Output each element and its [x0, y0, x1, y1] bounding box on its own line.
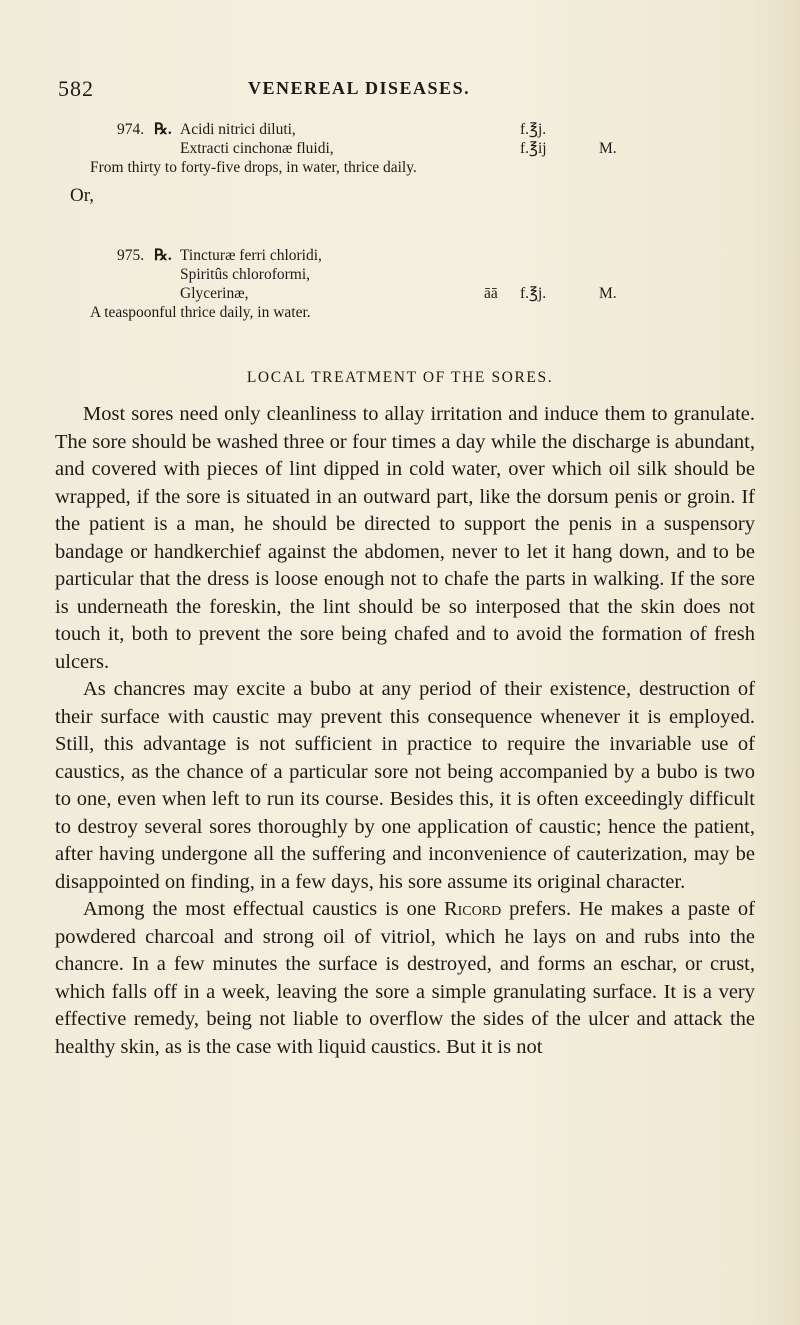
recipe-number: 975.	[117, 247, 145, 264]
recipe-974	[90, 120, 657, 180]
paragraph-text: prefers. He makes a paste of powdered charcoal and strong oil of vitriol, which he lays on and rubs into the chancre. In a few minutes the surface is destroyed, and forms an eschar, or crust, which falls off in a week, leaving the sore a simple granulating surface. It is a very effective remedy, being not liable to overflow the sides of the ulcer and attack the healthy skin, as is the case with liquid caustics. But it is not	[55, 898, 755, 1058]
ingredient-name: Tincturæ ferri chloridi,	[180, 247, 322, 264]
ingredient-quantity: f.℥j.	[520, 121, 547, 138]
prescription-symbol: ℞.	[154, 247, 172, 264]
ingredient-quantity: f.℥ij	[520, 140, 547, 157]
paragraph	[55, 896, 755, 1061]
author-name: Ricord	[443, 898, 502, 920]
prescription-symbol: ℞.	[154, 121, 172, 138]
ingredient-quantity: f.℥j.	[520, 285, 547, 302]
recipe-directions: From thirty to forty-five drops, in water, thrice daily.	[90, 159, 417, 176]
body-text	[55, 401, 755, 1061]
paragraph: As chancres may excite a bubo at any period of their existence, destruction of their surface with caustic may prevent this consequence whenever it is employed. Still, this advantage is not sufficient in practice to require the invariable use of caustics, as the chance of a particular sore not being accompanied by a bubo is two to one, even when left to run its course. Besides this, it is often exceedingly difficult to destroy several sores thoroughly by one application of caustic; hence the patient, after having undergone all the suffering and inconvenience of cauterization, may be disappointed on finding, in a few days, his sore assume its original character.	[55, 678, 755, 893]
ingredient-name: Spiritûs chloroformi,	[180, 266, 311, 283]
paragraph: Most sores need only cleanliness to allay irritation and induce them to granulate. The sore should be washed three or four times a day while the discharge is abundant, and covered with pieces of lint dipped in cold water, over which oil silk should be wrapped, if the sore is situated in an outward part, like the dorsum penis or groin. If the patient is a man, he should be directed to support the penis in a suspensory bandage or handkerchief against the abdomen, never to let it hang down, and to be particular that the dress is loose enough not to chafe the parts in walking. If the sore is underneath the foreskin, the lint should be so interposed that the skin does not touch it, both to prevent the sore being chafed and to avoid the formation of fresh ulcers.	[55, 403, 755, 673]
recipe-directions: A teaspoonful thrice daily, in water.	[90, 304, 311, 321]
ingredient-name: Acidi nitrici diluti,	[180, 121, 296, 138]
misce-mark: M.	[599, 285, 617, 302]
ingredient-name: Extracti cinchonæ fluidi,	[180, 140, 334, 157]
recipe-number: 974.	[117, 121, 145, 138]
paragraph-text: Among the most effectual caustics is one	[83, 898, 444, 920]
recipe-975	[90, 246, 657, 336]
misce-mark: M.	[599, 140, 617, 157]
ingredient-name: Glycerinæ,	[180, 285, 249, 302]
page-number: 582	[58, 76, 94, 101]
running-head	[58, 76, 758, 106]
ana-mark: āā	[484, 285, 498, 302]
section-heading: LOCAL TREATMENT OF THE SORES.	[246, 369, 554, 386]
running-title: VENEREAL DISEASES.	[248, 78, 471, 98]
or-text: Or,	[70, 185, 95, 206]
